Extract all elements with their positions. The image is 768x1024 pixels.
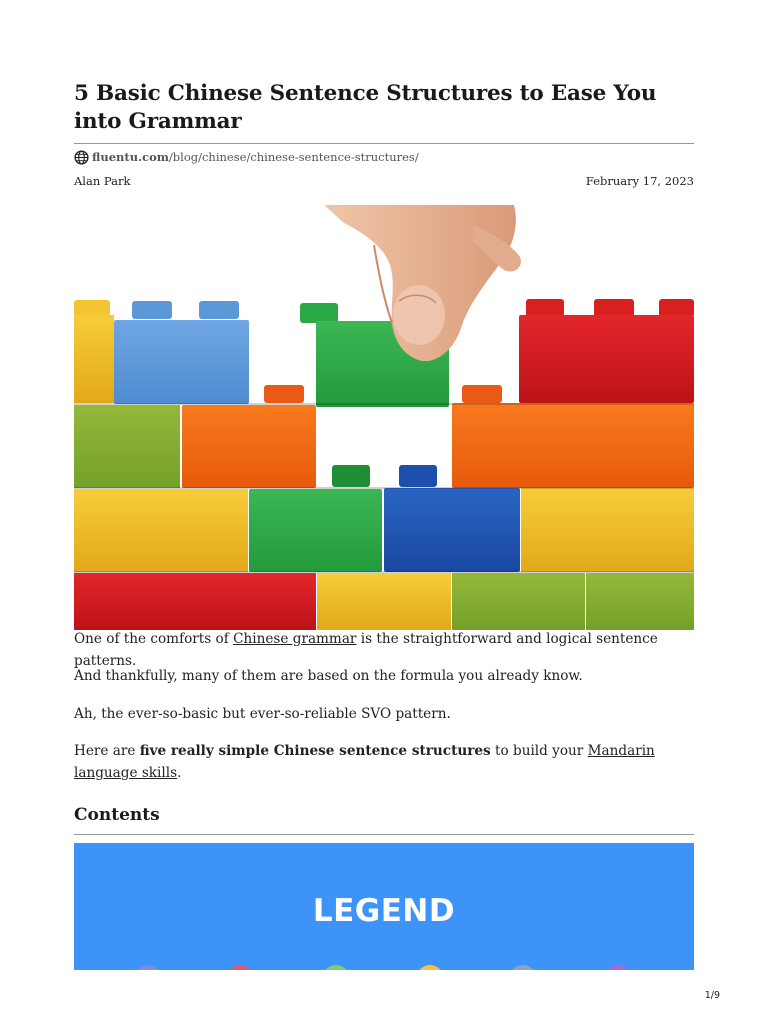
source-url[interactable]	[74, 148, 419, 166]
article-title: 5 Basic Chinese Sentence Structures to Ease You into Grammar	[74, 81, 657, 134]
link-chinese-grammar[interactable]: Chinese grammar	[233, 631, 357, 647]
building-blocks-illustration	[74, 205, 694, 630]
legend-dot-6	[604, 965, 632, 970]
contents-divider	[74, 834, 694, 835]
paragraph-intro: One of the comforts of Chinese grammar is the straightforward and logical sentence patterns.	[74, 631, 658, 669]
legend-dot-2	[226, 965, 254, 970]
article-meta	[74, 174, 694, 188]
legend-banner	[74, 843, 694, 970]
contents-heading: Contents	[74, 805, 160, 825]
publish-date: February 17, 2023	[585, 174, 694, 188]
hero-image-building-blocks	[74, 205, 694, 630]
legend-dot-3	[322, 965, 350, 970]
paragraph-formula: And thankfully, many of them are based on the formula you already know.	[74, 668, 583, 684]
legend-title: LEGEND	[312, 893, 456, 929]
paragraph-structures: Here are five really simple Chinese sentence structures to build your Mandarin language skills.	[74, 743, 655, 781]
legend-dot-5	[509, 965, 537, 970]
bold-phrase: five really simple Chinese sentence structures	[139, 743, 491, 759]
globe-icon	[74, 150, 89, 165]
link-mandarin-skills[interactable]: Mandarin language skills	[74, 743, 655, 781]
page-number: 1/9	[704, 990, 720, 1001]
paragraph-svo: Ah, the ever-so-basic but ever-so-reliable SVO pattern.	[74, 706, 451, 722]
title-divider	[74, 143, 694, 144]
legend-dot-4	[416, 965, 444, 970]
author-name: Alan Park	[74, 174, 131, 188]
url-domain: fluentu.com	[92, 150, 169, 164]
legend-dot-1	[134, 965, 162, 970]
url-path: /blog/chinese/chinese-sentence-structures/	[168, 150, 419, 164]
